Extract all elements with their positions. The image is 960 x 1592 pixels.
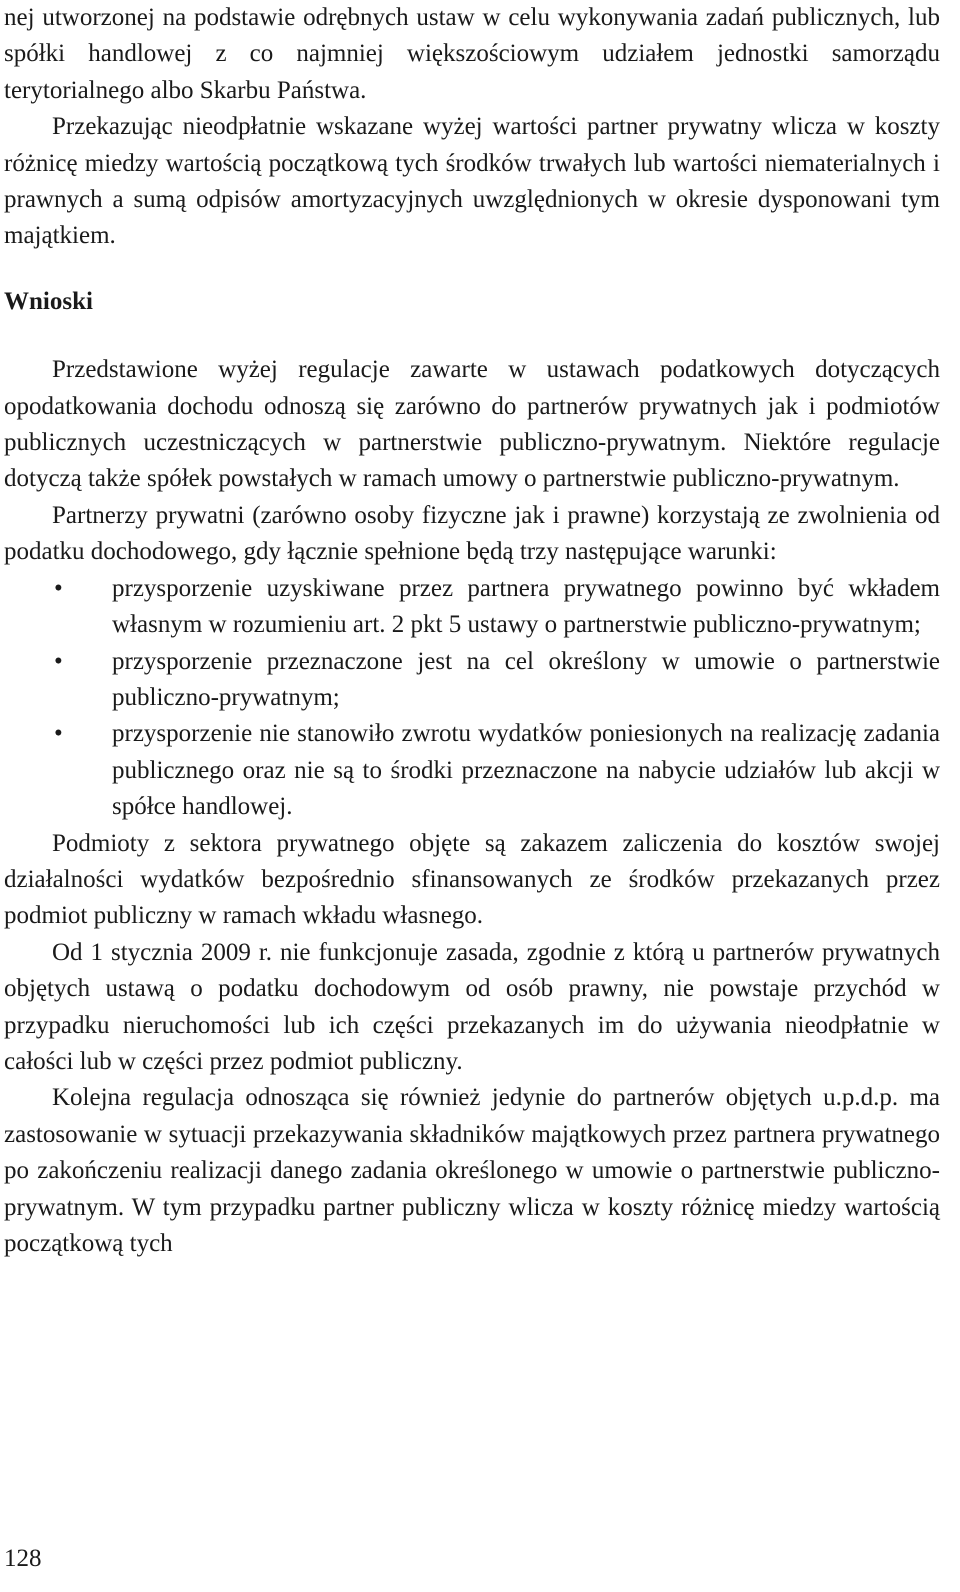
bullet-icon: •	[54, 720, 63, 748]
list-item-text: przysporzenie przeznaczone jest na cel określony w umowie o partnerstwie publiczno-prywatnym;	[112, 647, 940, 711]
list-item	[4, 644, 940, 717]
list-item	[4, 716, 940, 825]
list-item-text: przysporzenie uzyskiwane przez partnera prywatnego powinno być wkładem własnym w rozumieniu art. 2 pkt 5 ustawy o partnerstwie publiczno-prywatnym;	[112, 574, 940, 639]
paragraph-transfer-costs: Przekazując nieodpłatnie wskazane wyżej wartości partner prywatny wlicza w koszty różnicę miedzy wartością początkową tych środków trwałych lub wartości niematerialnych i prawnych a sumą odpisów amortyzacyjnych uwzględnionych w okresie dysponowani tym majątkiem.	[4, 113, 940, 250]
document-page	[4, 0, 940, 1262]
paragraph-private-sector-ban: Podmioty z sektora prywatnego objęte są zakazem zaliczenia do kosztów swojej działalności wydatków bezpośrednio sfinansowanych ze środków przekazanych przez podmiot publiczny w ramach wkładu własnego.	[4, 829, 940, 930]
paragraph-regulations: Przedstawione wyżej regulacje zawarte w ustawach podatkowych dotyczących opodatkowania dochodu odnoszą się zarówno do partnerów prywatnych jak i podmiotów publicznych uczestniczących w partnerstwie publiczno-prywatnym. Niektóre regulacje dotyczą także spółek powstałych w ramach umowy o partnerstwie publiczno-prywatnym.	[4, 356, 940, 493]
page-number: 128	[4, 1545, 42, 1572]
paragraph-asset-transfer: Kolejna regulacja odnosząca się również jedynie do partnerów objętych u.p.d.p. ma zastosowanie w sytuacji przekazywania składników majątkowych przez partnera prywatnego po zakończeniu realizacji danego zadania określonego w umowie o partnerstwie publiczno-prywatnym. W tym przypadku partner publiczny wlicza w koszty różnicę miedzy wartością początkową tych	[4, 1084, 940, 1257]
section-heading: Wnioski	[4, 287, 93, 315]
bullet-icon: •	[54, 574, 63, 602]
paragraph-2009-rule: Od 1 stycznia 2009 r. nie funkcjonuje zasada, zgodnie z którą u partnerów prywatnych objętych ustawą o podatku dochodowym od osób prawny, nie powstaje przychód w przypadku nieruchomości lub ich części przekazanych im do używania nieodpłatnie w całości lub w części przez podmiot publiczny.	[4, 938, 940, 1075]
paragraph-continuation: nej utworzonej na podstawie odrębnych ustaw w celu wykonywania zadań publicznych, lub spółki handlowej z co najmniej większościowym udziałem jednostki samorządu terytorialnego albo Skarbu Państwa.	[4, 4, 940, 104]
conditions-list	[4, 571, 940, 826]
bullet-icon: •	[54, 647, 63, 675]
list-item	[4, 571, 940, 644]
paragraph-exemption-conditions: Partnerzy prywatni (zarówno osoby fizyczne jak i prawne) korzystają ze zwolnienia od podatku dochodowego, gdy łącznie spełnione będą trzy następujące warunki:	[4, 501, 940, 566]
list-item-text: przysporzenie nie stanowiło zwrotu wydatków poniesionych na realizację zadania publicznego oraz nie są to środki przeznaczone na nabycie udziałów lub akcji w spółce handlowej.	[112, 720, 940, 821]
